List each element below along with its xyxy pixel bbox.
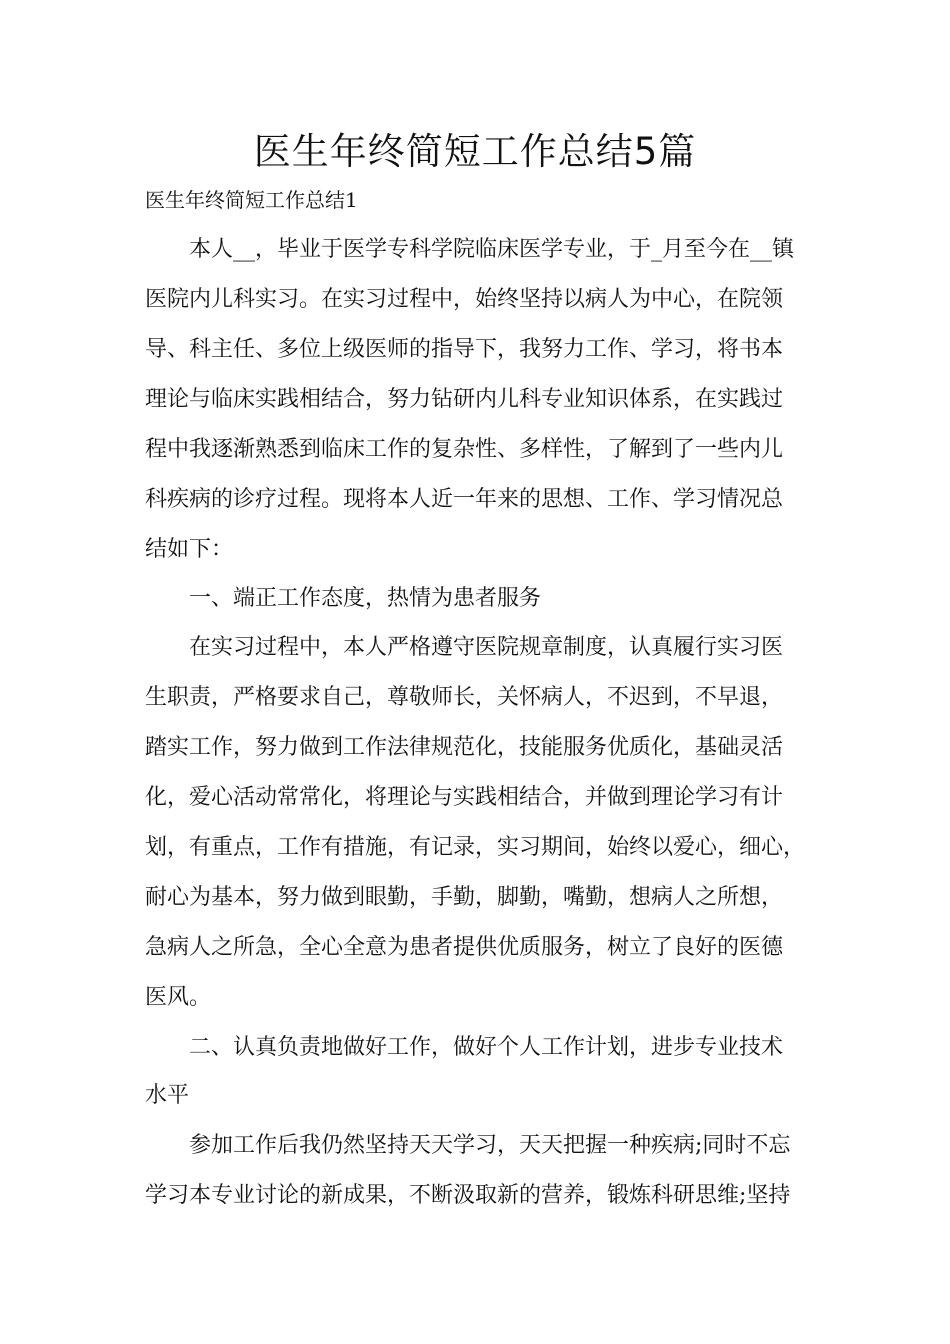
paragraph-line: 医院内儿科实习。在实习过程中，始终坚持以病人为中心，在院领	[145, 287, 784, 312]
paragraph-line: 生职责，严格要求自己，尊敬师长，关怀病人，不迟到，不早退，	[145, 685, 784, 710]
section-heading: 一、端正工作态度，热情为患者服务	[189, 586, 542, 611]
paragraph-line: 医风。	[145, 985, 212, 1010]
paragraph-line: 划，有重点，工作有措施，有记录，实习期间，始终以爱心，细心，	[145, 835, 806, 860]
paragraph-line: 耐心为基本，努力做到眼勤，手勤，脚勤，嘴勤，想病人之所想，	[145, 885, 784, 910]
paragraph-line: 结如下：	[145, 537, 234, 562]
paragraph-line: 在实习过程中，本人严格遵守医院规章制度，认真履行实习医	[189, 635, 784, 660]
section-heading-continued: 水平	[145, 1083, 190, 1108]
paragraph-line: 踏实工作，努力做到工作法律规范化，技能服务优质化，基础灵活	[145, 735, 784, 760]
paragraph-line: 化，爱心活动常常化，将理论与实践相结合，并做到理论学习有计	[145, 785, 784, 810]
paragraph-line: 本人__，毕业于医学专科学院临床医学专业，于_月至今在__镇	[189, 237, 795, 262]
paragraph-line: 科疾病的诊疗过程。现将本人近一年来的思想、工作、学习情况总	[145, 487, 784, 512]
paragraph-line: 学习本专业讨论的新成果，不断汲取新的营养，锻炼科研思维;坚持	[145, 1183, 791, 1208]
section-heading: 二、认真负责地做好工作，做好个人工作计划，进步专业技术	[189, 1035, 784, 1060]
section-subtitle: 医生年终简短工作总结1	[145, 188, 358, 212]
paragraph-line: 参加工作后我仍然坚持天天学习，天天把握一种疾病;同时不忘	[189, 1133, 791, 1158]
paragraph-line: 导、科主任、多位上级医师的指导下，我努力工作、学习，将书本	[145, 337, 784, 362]
paragraph-line: 理论与临床实践相结合，努力钻研内儿科专业知识体系，在实践过	[145, 387, 784, 412]
paragraph-line: 程中我逐渐熟悉到临床工作的复杂性、多样性，了解到了一些内儿	[145, 437, 784, 462]
paragraph-line: 急病人之所急，全心全意为患者提供优质服务，树立了良好的医德	[145, 935, 784, 960]
document-title: 医生年终简短工作总结5篇	[253, 130, 697, 173]
